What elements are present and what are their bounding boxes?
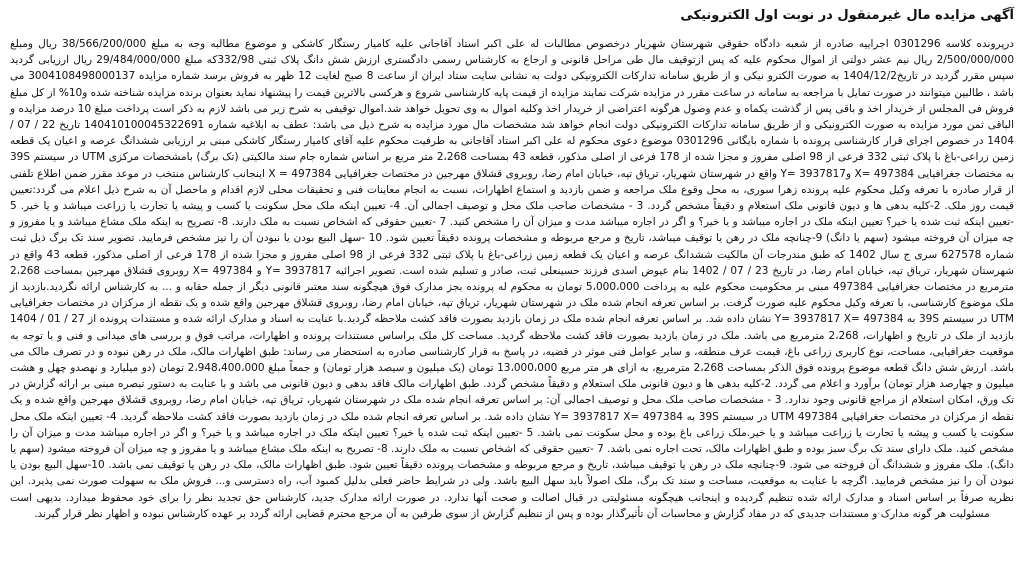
notice-title: آگهی مزایده مال غیرمنقول در نوبت اول الکترونیکی — [680, 8, 1014, 23]
notice-body: درپرونده کلاسه 0301296 اجراییه صادره از شعبه دادگاه حقوقی شهرستان شهریار درخصوص مطالبات له علی اکبر استاد آقاجانی علیه کامیار رستگار کاشکی و موضوع مطالبه وجه به مبلغ 38/566/200/000 ریال ومبلغ 2/500/000/000 ریال نیم عشر دولتی از اموال محکوم علیه که پس ازتوقیف مال طی مراحل قانونی و ارجاع به کارشناس رسمی دادگستری ارزش شش دانگ پلاک ثبتی 332/98که مبلغ 29/484/000/000 ریال ارزیابی گردید سپس مقرر گردید در تاریخ1404/12/2 به صورت الکترو نیکی و از طریق سامانه تدارکات الکترونیکی دولت به نشانی سایت ستاد ایران از ساعت 8 صبح لغایت 12 ظهر به فروش برسد شماره مزایده 3004108498000137 می باشد ، طالبین میتوانند در صورت تمایل با مراجعه به سامانه در ساعت مقرر در مزایده شرکت نمایند مزایده از قیمت پایه کارشناسی شروع و هرکسی بالاترین قیمت را پیشنهاد نماید بعنوان برنده مزایده شناخته شده و10% از کل مبلغ فروش فی المجلس از خریدار اخذ و باقی پس از گذشت یکماه و عدم وصول هرگونه اعتراضی از خریدار اخذ وکلیه اموال به وی تحویل خواهد شد.اموال توقیفی به شرح زیر می باشد لازم به ذکر است پرداخت مبلغ 10 درصد مزایده و الباقی ثمن مورد مزایده به صورت الکترونیکی و از طریق سامانه تدارکات الکترونیکی دولت انجام خواهد شد مشخصات مال مورد مزایده به شرح ذیل می باشد: عطف به ابلاغیه شماره 140410100045322691 تاریخ 22 / 07 / 1404 در خصوص اجرای قرار کارشناسی پرونده با شماره بایگانی 0301296 موضوع دعوی محکوم له علی اکبر استاد آقاجانی به طرفیت محکوم علیه آقای کامیار رستگار کاشکی مبنی بر ارزیابی ششدانگ عرصه و اعیان یک قطعه زمین زراعی-باغ با پلاک ثبتی 332 فرعی از 98 اصلی مفروز و مجزا شده از 178 فرعی از اصلی مذکور، قطعه 43 بمساحت 2،268 متر مربع بر اساس شماره جام سند مالکیتی (تک برگ) بامشخصات مرکزی UTM در سیستم 39S به مختصات جغرافیایی X= 497384 وY= 3937817 واقع در شهرستان شهریار، تریاق تپه، خیابان امام رضا، روبروی قشلاق مهرجین در مختصات جغرافیایی 497384 = X اینجانب کارشناس منتخب در موعد مقرر ضمن اطلاع تلفنی از قرار صادره با تعرفه وکیل محکوم علیه پرونده زهرا سوری، به محل وقوع ملک مراجعه و ضمن بازدید و استماع اظهارات، نسبت به انجام معاینات فنی و تحقیقات محلی لازم اقدام و ماحصل آن به شرح ذیل اعلام می گردد:تعیین قیمت روز ملک. 2-کلیه بدهی ها و دیون قانونی ملک استعلام و دقیقاً مشخص گردد. 3 - مشخصات صاحب ملک محل و توصیف اجمالی آن. 4- تعیین اینکه ملک محل سکونت یا کسب و پیشه یا تجارت یا زراعت میباشد و یا خیر. 5 -تعیین اینکه ثبت شده یا خیر؟ تعیین اینکه ملک در اجاره میباشد و یا خیر؟ و اگر در اجاره میباشد مدت و میزان آن را مشخص کنید. 7 -تعیین حقوقی که اشخاص نسبت به ملک دارند. 8- تصریح به اینکه ملک مشاع میباشد و یا مفروز و چه میزان آن فروخته میشود (سهم یا دانگ) 9-چنانچه ملک در رهن یا توقیف میباشد، تاریخ و مرجع مربوطه و مشخصات پرونده دقیقاً تعیین شود. 10 -سهل البیع بودن یا نبودن آن را نیز مشخص فرمایید. تصویر سند تک برگ ذیل ثبت شماره 627578 سری ج سال 1402 که طبق مندرجات آن مالکیت ششدانگ عرصه و اعیان یک قطعه زمین زراعی-باغ با پلاک ثبتی 332 فرعی از 98 اصلی مفروز و مجزا شده از 178 فرعی از اصلی مذکور، قطعه 43 واقع در شهرستان شهریار، تریاق تپه، خیابان امام رضا، در تاریخ 23 / 07 / 1402 بنام عیوض اسدی فرزند حسینعلی ثبت، صادر و تسلیم شده است. تصویر اجرائیه 3937817 =Y و X= 497384 روبروی قشلاق مهرجین بمساحت 2،268 مترمربع در مختصات جغرافیایی 497384 مبنی بر محکومیت محکوم علیه به پرداخت 5،000،000 تومان به محکوم له پرونده بجز مدارک فوق هیچگونه سند معتبر قانونی دیگر از جمله حقابه و ... به کارشناس ارائه نگردید.بازدید از ملک موضوع کارشناسی، با تعرفه وکیل محکوم علیه صورت گرفت. بر اساس تعرفه انجام شده ملک در شهرستان شهریار، تریاق تپه، خیابان امام رضا، روبروی قشلاق مهرجین واقع شده و یک نقطه از مرکزان در مختصات جغرافیایی UTM در سیستم 39S به Y= 3937817 X= 497384 نشان داده شد. بر اساس تعرفه انجام شده ملک در زمان بازدید بصورت فاقد کشت ملاحظه گردید.با عنایت به اسناد و مدارک ارائه شده و مستندات پرونده از 27 / 01 / 1404 بازدید از ملک در تاریخ و اظهارات، 2،268 مترمربع می باشد. ملک در زمان بازدید بصورت فاقد کشت ملاحظه گردید. مساحت کل ملک براساس مستندات پرونده و اظهارات، مراتب فوق و بررسی های میدانی و فنی و با توجه به موقعیت جغرافیایی، مساحت، نوع کاربری زراعی باغ، قیمت عرف منطقه، و سایر عوامل فنی موثر در قضیه، در پاسخ به قرار کارشناسی صادره به استحضار می رساند: طبق اظهارات مالک، ملک در رهن نبوده و در تصرف مالک می باشد. ارزش شش دانگ قطعه موضوع پرونده فوق الذکر بمساحت 2،268 مترمربع، به ازای هر متر مربع 13،000،000 تومان (یک میلیون و سیصد هزار تومان) و جمعاً مبلغ 2،948،400،000 تومان (دو میلیارد و نهصدو چهل و هشت میلیون و چهارصد هزار تومان) برآورد و اعلام می گردد. 2-کلیه بدهی ها و دیون قانونی ملک استعلام و دقیقاً مشخص گردد. طبق اظهارات مالک فاقد بدهی و دیون قانونی می باشد و با عنایت به دستور تبصره مبنی بر ارائه گزارش در تک ورق، امکان استعلام از مراجع قانونی وجود ندارد. 3 - مشخصات صاحب ملک محل و توصیف اجمالی آن: بر اساس تعرفه انجام شده ملک در شهرستان شهریار، تریاق تپه، خیابان امام رضا، روبروی قشلاق مهرجین واقع شده و یک نقطه از مرکزان در مختصات جغرافیایی 497384 UTM در سیستم 39S به Y= 3937817 X= 497384 نشان داده شد. بر اساس تعرفه انجام شده ملک در زمان بازدید بصورت فاقد کشت ملاحظه گردید. 4- تعیین اینکه ملک محل سکونت یا کسب و پیشه یا تجارت یا زراعت میباشد و یا خیر.ملک زراعی باغ بوده و محل سکونت نمی باشد. 5 -تعیین اینکه ثبت شده یا خیر؟ تعیین اینکه ملک در اجاره میباشد و یا خیر؟ و اگر در اجاره میباشد مدت و میزان آن را مشخص کنید. ملک دارای سند تک برگ سبز بوده و طبق اظهارات مالک، تحت اجاره نمی باشد. 7 -تعیین حقوقی که اشخاص نسبت به ملک دارند. 8- تصریح به اینکه ملک مشاع میباشد و یا مفروز و چه میزان آن فروخته میشود (سهم یا دانگ). ملک مفروز و ششدانگ آن فروخته می شود. 9-چنانچه ملک در رهن یا توقیف میباشد، تاریخ و مرجع مربوطه و مشخصات پرونده دقیقاً تعیین شود. طبق اظهارات مالک، ملک در رهن یا توقیف نمی باشد. 10-سهل البیع بودن یا نبودن آن را نیز مشخص فرمایید. اگرچه با عنایت به موقعیت، مساحت و سند تک برگ، ملک اصولاً باید سهل البیع باشد. ولی در شرایط حاضر فعلی بدلیل کمبود آب، راه دسترسی و... فروش ملک به سهولت صورت نمی پذیرد. این نظریه صرفاً بر اساس اسناد و مدارک ارائه شده تنظیم گردیده و اینجانب هیچگونه مسئولیتی در قبال اصالت و صحت آنها ندارد. در صورت ارائه مدارک جدید، کارشناس حق تجدید نظر را برای خود محفوظ میدارد. بدیهی است مسئولیت هر گونه مدارک و مستندات جدیدی که در مفاد گزارش و محاسبات آن تأثیرگذار بوده و پس از تنظیم گزارش از سوی طرفین به آن مرجع محترم قضایی ارائه گردد بر عهده کارشناس نبوده و اظهار نظر قرار گیرند. — [10, 38, 1015, 520]
